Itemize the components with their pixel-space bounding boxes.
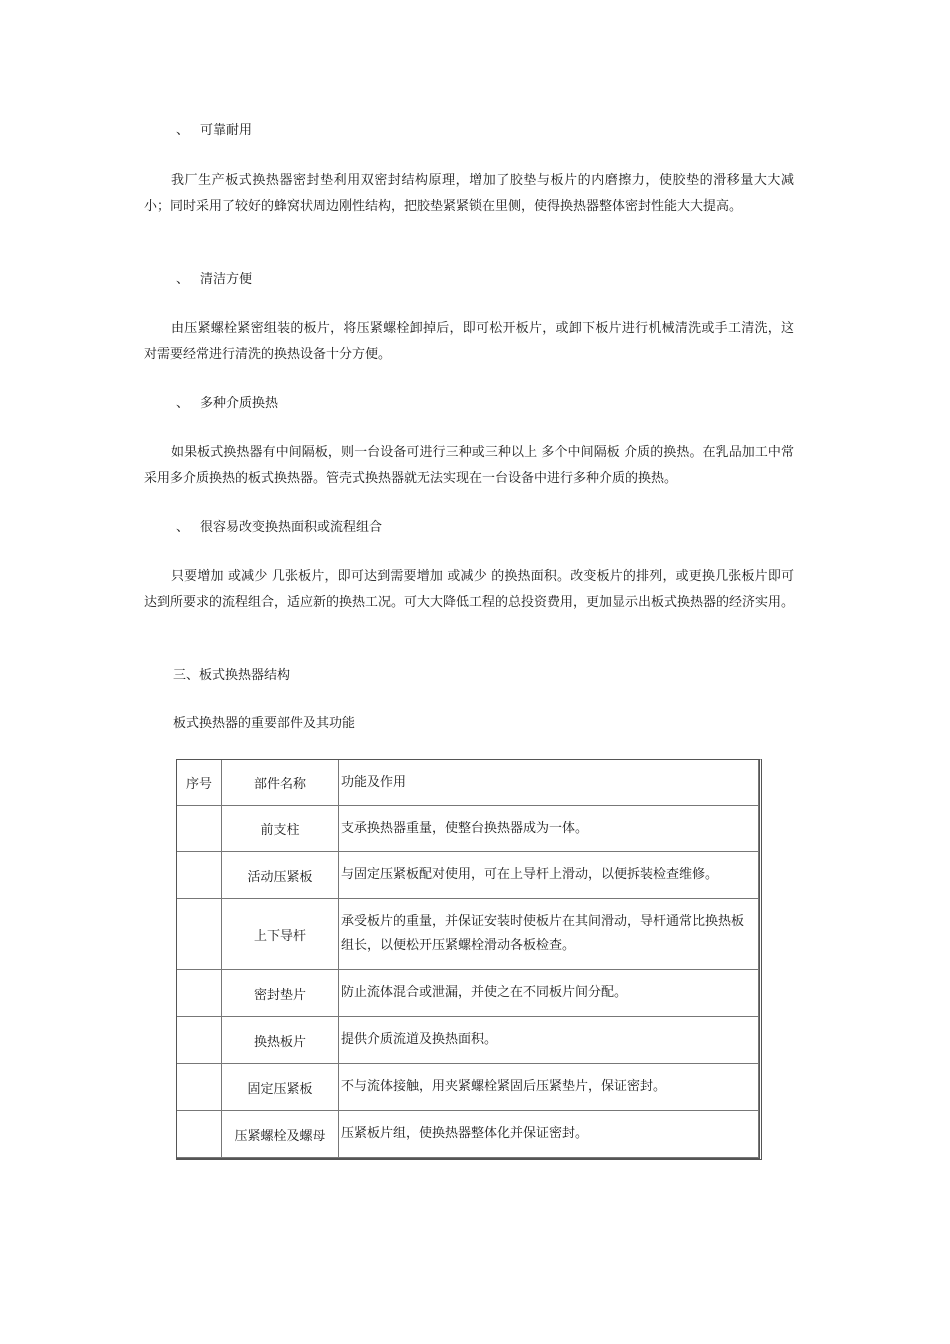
row-function: 不与流体接触，用夹紧螺栓紧固后压紧垫片，保证密封。	[339, 1064, 759, 1111]
row-name: 前支柱	[222, 806, 339, 852]
row-name: 活动压紧板	[222, 852, 339, 899]
section-heading-reliable	[176, 121, 252, 141]
row-name: 上下导杆	[222, 899, 339, 970]
section-marker: 、	[176, 396, 190, 411]
row-no	[177, 970, 222, 1017]
row-function: 防止流体混合或泄漏，并使之在不同板片间分配。	[339, 970, 759, 1017]
header-no: 序号	[177, 760, 222, 806]
row-name: 换热板片	[222, 1017, 339, 1064]
table-row	[177, 899, 759, 970]
row-no	[177, 899, 222, 970]
row-no	[177, 806, 222, 852]
header-function: 功能及作用	[339, 760, 759, 806]
section-title: 清洁方便	[200, 272, 253, 287]
row-function: 承受板片的重量，并保证安装时使板片在其间滑动，导杆通常比换热板组长，以便松开压紧螺栓滑动各板检查。	[339, 899, 759, 970]
section-title: 可靠耐用	[200, 123, 253, 138]
row-no	[177, 1017, 222, 1064]
table-row	[177, 970, 759, 1017]
table-caption: 板式换热器的重要部件及其功能	[173, 716, 356, 731]
row-no	[177, 1064, 222, 1111]
row-no	[177, 852, 222, 899]
parts-table	[176, 759, 762, 1160]
row-no	[177, 1111, 222, 1158]
table-row	[177, 806, 759, 852]
section-body-reliable: 我厂生产板式换热器密封垫利用双密封结构原理，增加了胶垫与板片的内磨擦力，使胶垫的滑移量大大减小；同时采用了较好的蜂窝状周边刚性结构，把胶垫紧紧锁在里侧，使得换热器整体密封性能大大提高。	[144, 173, 794, 214]
section-body-area-change: 只要增加 或减少 几张板片，即可达到需要增加 或减少 的换热面积。改变板片的排列，或更换几张板片即可达到所要求的流程组合，适应新的换热工况。可大大降低工程的总投资费用，更加显示出板式换热器的经济实用。	[144, 569, 795, 610]
table-row	[177, 1064, 759, 1111]
header-name: 部件名称	[222, 760, 339, 806]
section-heading-easy-cleaning	[176, 270, 252, 290]
table-row	[177, 1111, 759, 1158]
row-name: 固定压紧板	[222, 1064, 339, 1111]
row-function: 支承换热器重量，使整台换热器成为一体。	[339, 806, 759, 852]
row-name: 压紧螺栓及螺母	[222, 1111, 339, 1158]
row-function: 压紧板片组，使换热器整体化并保证密封。	[339, 1111, 759, 1158]
section-body-easy-cleaning: 由压紧螺栓紧密组装的板片，将压紧螺栓卸掉后，即可松开板片，或卸下板片进行机械清洗或手工清洗，这对需要经常进行清洗的换热设备十分方便。	[144, 321, 794, 362]
row-name: 密封垫片	[222, 970, 339, 1017]
section-title: 很容易改变换热面积或流程组合	[200, 520, 383, 535]
section-marker: 、	[176, 272, 190, 287]
structure-heading: 三、板式换热器结构	[173, 668, 291, 683]
row-function: 提供介质流道及换热面积。	[339, 1017, 759, 1064]
row-function: 与固定压紧板配对使用，可在上导杆上滑动，以便拆装检查维修。	[339, 852, 759, 899]
section-marker: 、	[176, 123, 190, 138]
section-body-multi-medium: 如果板式换热器有中间隔板，则一台设备可进行三种或三种以上 多个中间隔板 介质的换热。在乳品加工中常采用多介质换热的板式换热器。管壳式换热器就无法实现在一台设备中进行多种介质的换热。	[144, 445, 794, 486]
table-row	[177, 852, 759, 899]
section-heading-multi-medium	[176, 394, 278, 414]
table-row	[177, 1017, 759, 1064]
section-heading-area-change	[176, 518, 382, 538]
section-title: 多种介质换热	[200, 396, 279, 411]
section-marker: 、	[176, 520, 190, 535]
table-header-row	[177, 760, 759, 806]
